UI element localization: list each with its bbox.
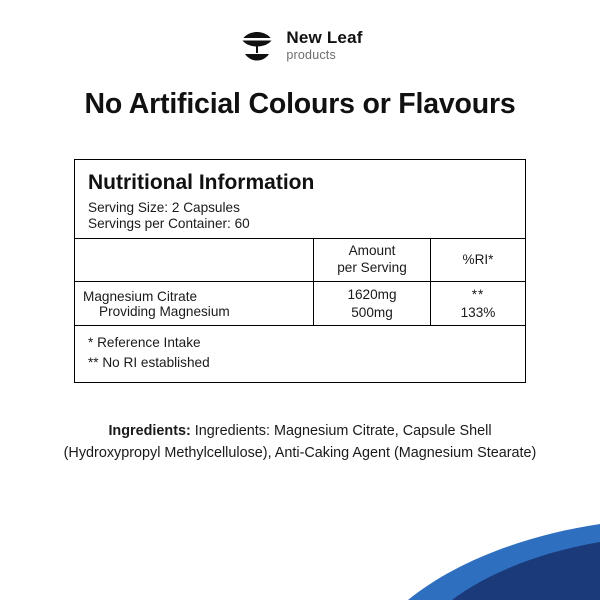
footnote-reference-intake: * Reference Intake bbox=[88, 335, 201, 351]
decorative-wave-graphic bbox=[0, 490, 600, 600]
row-amount-cell bbox=[314, 281, 431, 325]
brand-logo bbox=[0, 0, 600, 68]
leaf-plant-icon bbox=[237, 25, 277, 65]
table-header-row bbox=[75, 239, 525, 282]
row-ri-cell bbox=[431, 281, 526, 325]
ingredients-label: Ingredients: bbox=[108, 423, 191, 439]
brand-wordmark bbox=[286, 29, 362, 62]
servings-per-container: Servings per Container: 60 bbox=[88, 216, 250, 231]
header-blank bbox=[75, 239, 314, 282]
row-name-sub: Providing Magnesium bbox=[99, 303, 230, 319]
header-amount-per-serving bbox=[314, 239, 431, 282]
row-amount-sub: 500mg bbox=[351, 304, 393, 320]
serving-size: Serving Size: 2 Capsules bbox=[88, 200, 240, 215]
footnotes bbox=[75, 325, 525, 381]
row-amount-main: 1620mg bbox=[347, 286, 397, 302]
ingredients-text: Ingredients: Magnesium Citrate, Capsule Shell (Hydroxypropyl Methylcellulose), Anti-Caking Agent (Magnesium Stearate) bbox=[63, 423, 537, 462]
page-title: No Artificial Colours or Flavours bbox=[84, 88, 516, 120]
header-ri: %RI* bbox=[431, 239, 526, 282]
footnote-no-ri: ** No RI established bbox=[88, 355, 210, 371]
table-row bbox=[75, 281, 525, 325]
ingredients-section bbox=[60, 420, 540, 465]
row-ri-main: ** bbox=[471, 286, 485, 302]
nutrition-panel bbox=[74, 159, 526, 383]
brand-name: New Leaf bbox=[286, 27, 363, 47]
row-name-cell bbox=[75, 281, 314, 325]
row-ri-sub: 133% bbox=[460, 304, 496, 320]
nutrition-panel-title: Nutritional Information bbox=[88, 171, 315, 194]
header-amount-line1: Amount bbox=[348, 243, 396, 258]
row-name-main: Magnesium Citrate bbox=[83, 288, 198, 304]
brand-tagline: products bbox=[286, 47, 336, 62]
header-amount-line2: per Serving bbox=[337, 259, 407, 275]
nutrition-table bbox=[75, 238, 525, 325]
